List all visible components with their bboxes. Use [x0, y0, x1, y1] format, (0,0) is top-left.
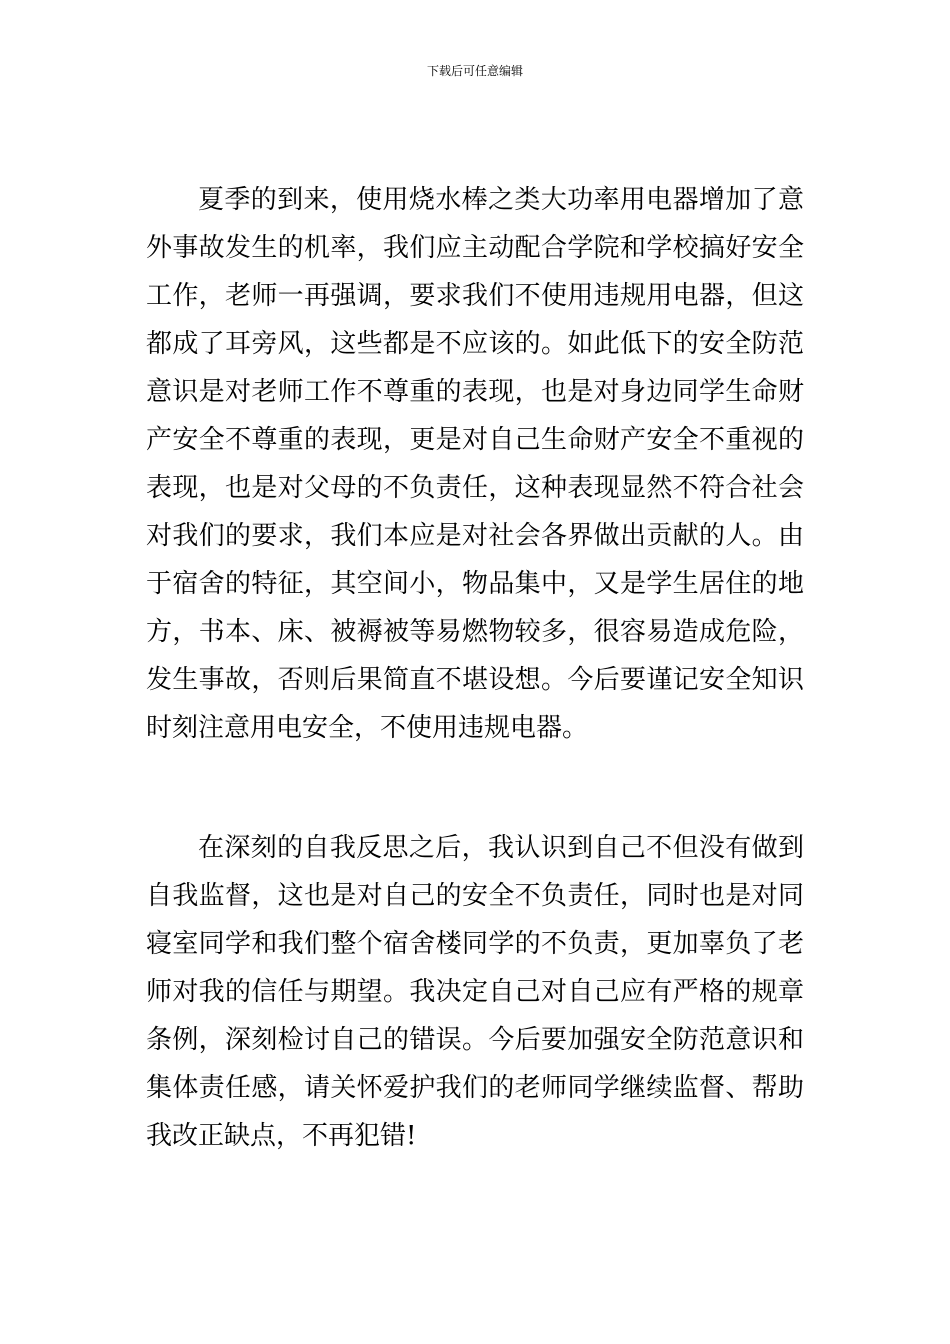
- body-paragraph-2: 在深刻的自我反思之后，我认识到自己不但没有做到自我监督，这也是对自己的安全不负责任，同时也是对同寝室同学和我们整个宿舍楼同学的不负责，更加辜负了老师对我的信任与期望。我决定自己对自己应有严格的规章条例，深刻检讨自己的错误。今后要加强安全防范意识和集体责任感，请关怀爱护我们的老师同学继续监督、帮助我改正缺点，不再犯错!: [146, 833, 804, 1151]
- body-paragraph-1: 夏季的到来，使用烧水棒之类大功率用电器增加了意外事故发生的机率，我们应主动配合学院和学校搞好安全工作，老师一再强调，要求我们不使用违规用电器，但这都成了耳旁风，这些都是不应该的。如此低下的安全防范意识是对老师工作不尊重的表现，也是对身边同学生命财产安全不尊重的表现，更是对自己生命财产安全不重视的表现，也是对父母的不负责任，这种表现显然不符合社会对我们的要求，我们本应是对社会各界做出贡献的人。由于宿舍的特征，其空间小，物品集中，又是学生居住的地方，书本、床、被褥被等易燃物较多，很容易造成危险，发生事故，否则后果简直不堪设想。今后要谨记安全知识时刻注意用电安全，不使用违规电器。: [146, 185, 804, 743]
- header-note: 下载后可任意编辑: [426, 64, 523, 78]
